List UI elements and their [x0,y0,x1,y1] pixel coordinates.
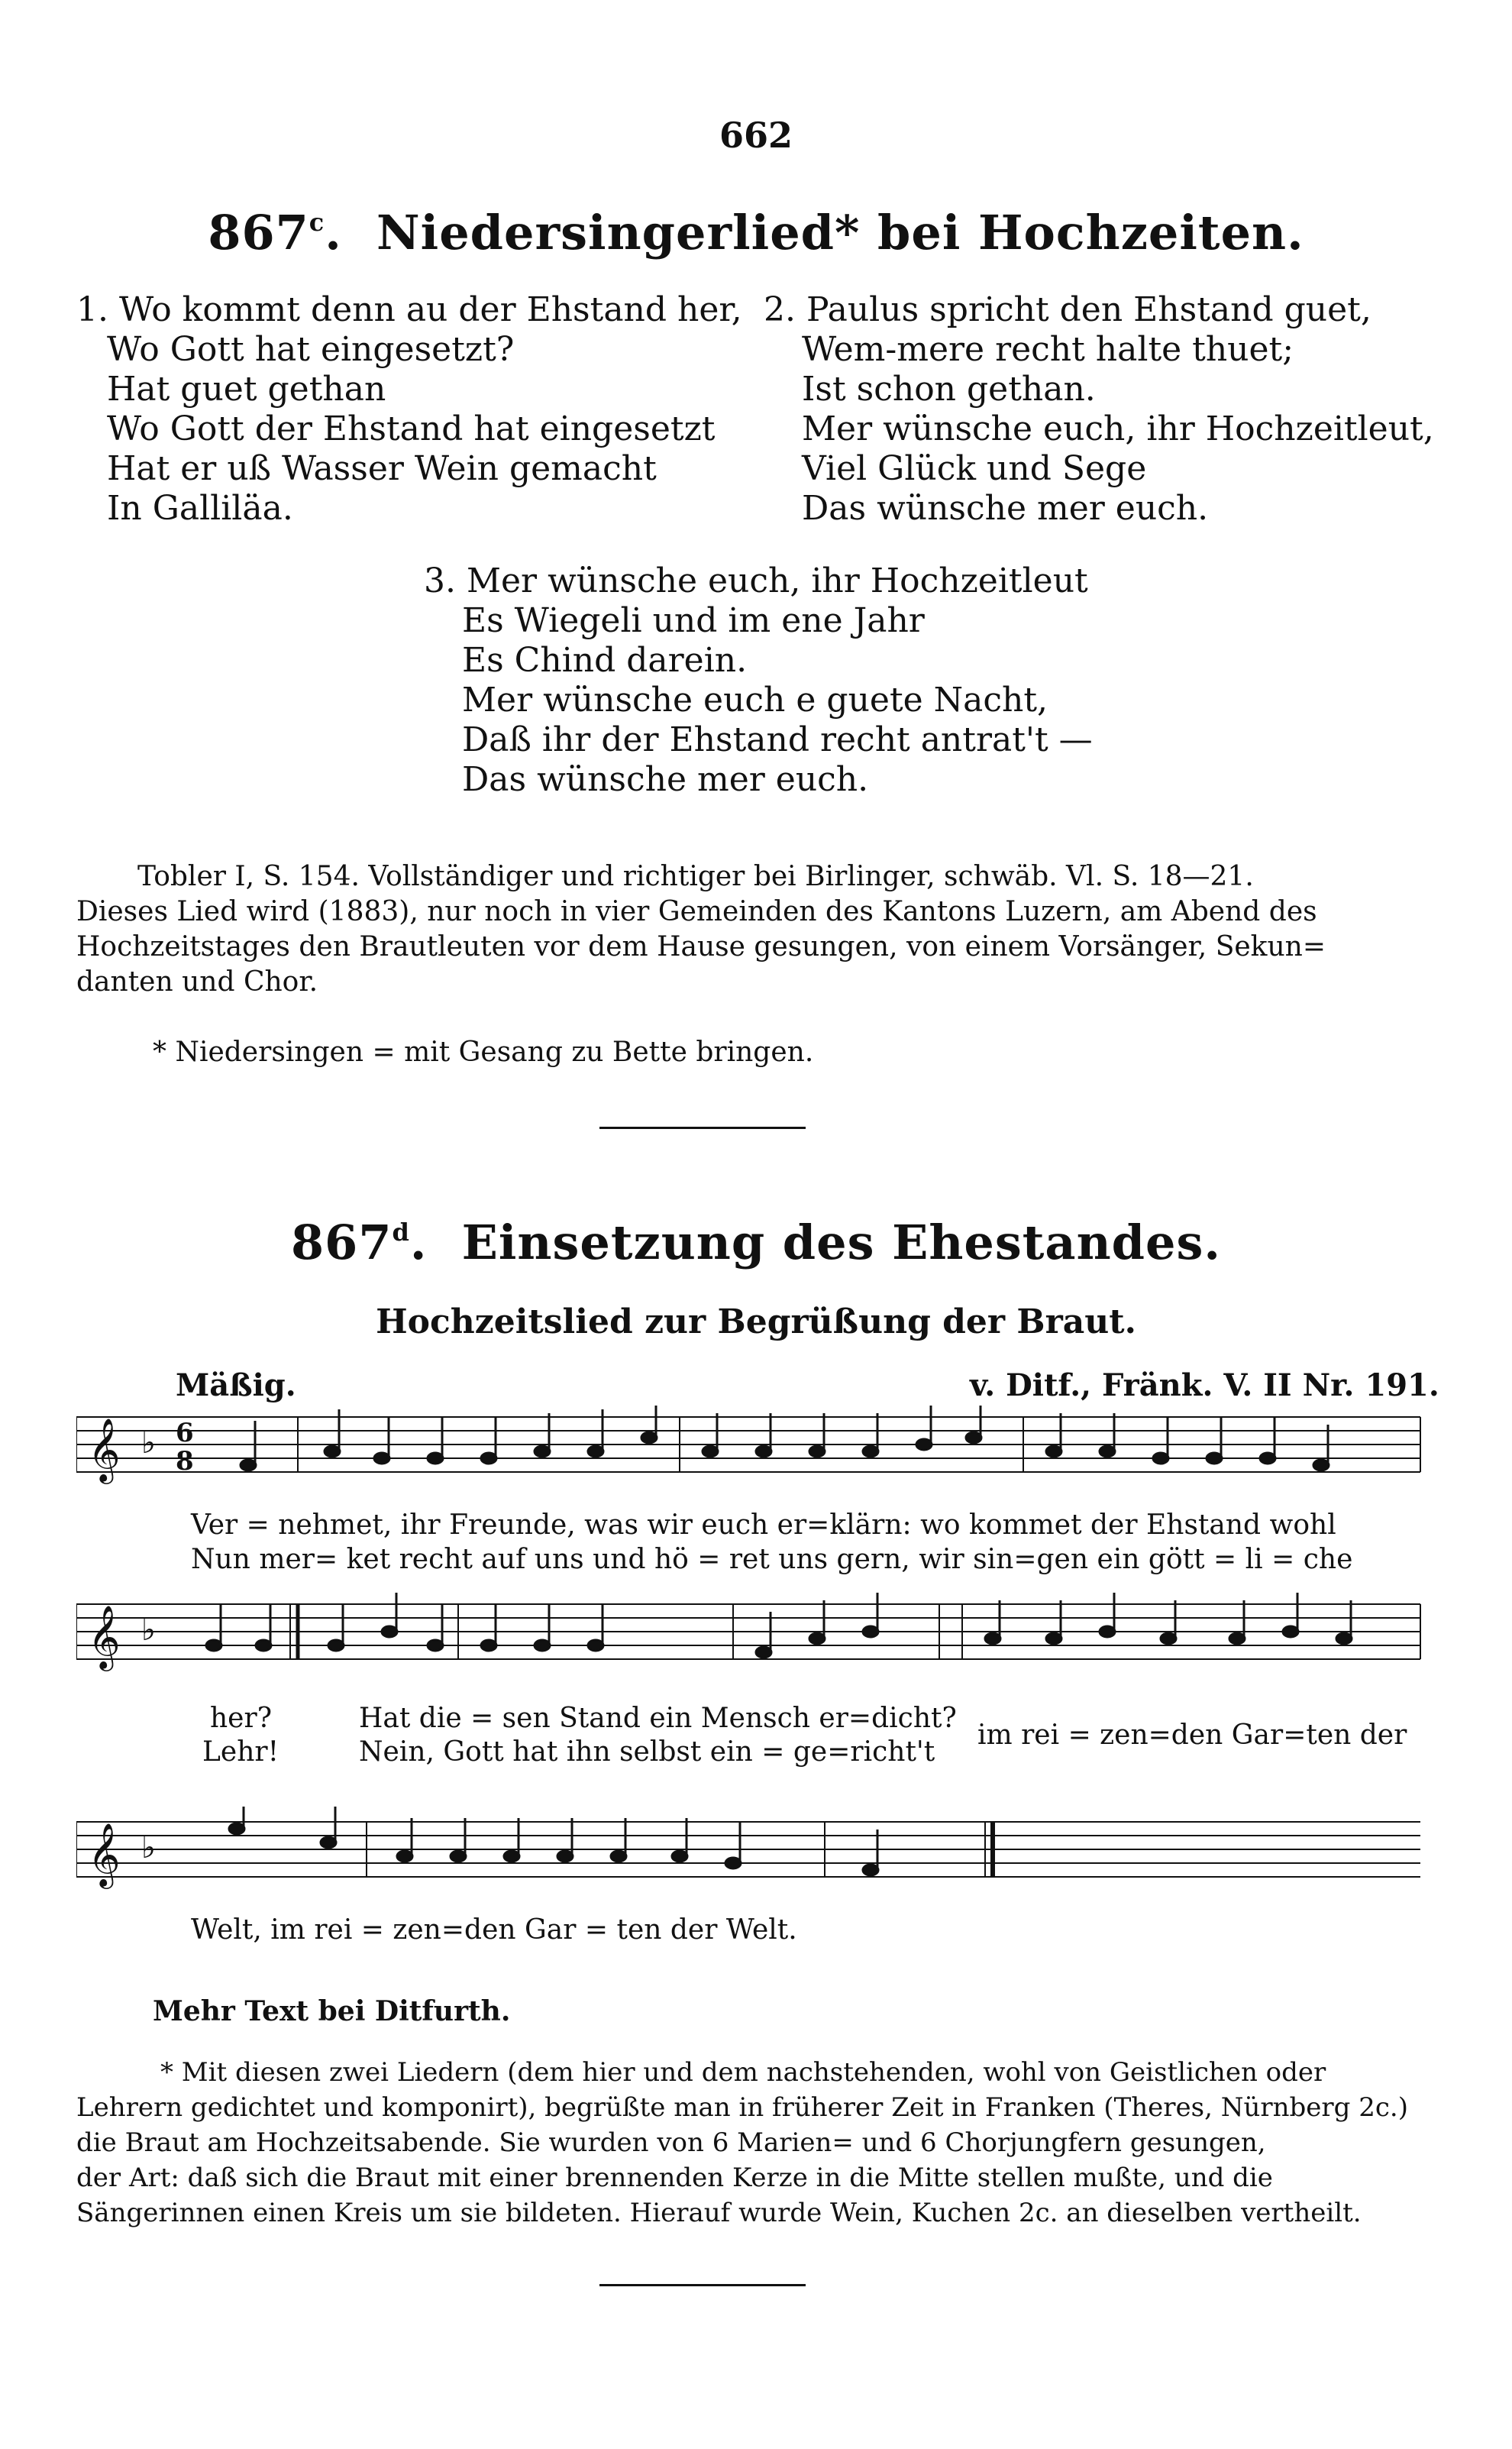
flat-icon: ♭ [141,1613,156,1648]
verse-line: Wo Gott der Ehstand hat eingesetzt [107,409,716,448]
verse-line: Wem-mere recht halte thuet; [802,330,1294,369]
footnote-line: Lehrern gedichtet und komponirt), begrüßte man in früherer Zeit in Franken (Theres, Nürnberg 2c.) [76,2092,1408,2123]
lyrics-system-2-a1: her? [210,1703,272,1734]
verse-line: Mer wünsche euch e guete Nacht, [462,681,1048,720]
section-divider [599,1127,806,1129]
page-number: 662 [719,115,793,156]
footnote-line: der Art: daß sich die Braut mit einer brennenden Kerze in die Mitte stellen mußte, und die [76,2163,1273,2193]
time-signature: 6 [176,1418,194,1448]
verse-line: Hat er uß Wasser Wein gemacht [107,449,657,488]
verse-line: Es Wiegeli und im ene Jahr [462,601,925,640]
bottom-divider [599,2284,806,2286]
tempo-marking: Mäßig. [176,1367,296,1403]
verse-line: Ist schon gethan. [802,370,1096,409]
source-note [76,859,1436,1000]
verse-1 [76,290,742,529]
verse-line: Daß ihr der Ehstand recht antrat't — [462,720,1093,759]
source-note-line: Dieses Lied wird (1883), nur noch in vier Gemeinden des Kantons Luzern, am Abend des [76,896,1317,927]
song-title-867c: 867$^c$. Niedersingerlied* bei Hochzeiten. [208,205,1304,260]
song-number-suffix: d [392,1218,410,1247]
flat-icon: ♭ [141,1830,156,1865]
verse-line: Hat guet gethan [107,370,386,409]
song-number: 867 [208,205,309,260]
staff-system-2 [76,1589,1436,1673]
verse-line: Viel Glück und Sege [802,449,1147,488]
treble-clef-icon: 𝄞 [88,1822,121,1886]
flat-icon: ♭ [141,1425,156,1461]
song-subtitle: Hochzeitslied zur Begrüßung der Braut. [376,1302,1136,1341]
lyrics-system-3: Welt, im rei = zen=den Gar = ten der Welt. [191,1914,797,1946]
source-note-line: Hochzeitstages den Brautleuten vor dem Hause gesungen, von einem Vorsänger, Sekun= [76,931,1326,962]
song-title-text: Einsetzung des Ehestandes. [461,1215,1221,1270]
verse-line: In Galliläa. [107,489,293,528]
source-note-line: Tobler I, S. 154. Vollständiger und richtiger bei Birlinger, schwäb. Vl. S. 18—21. [137,861,1254,892]
footnote-2 [76,2055,1436,2231]
verse-line: Es Chind darein. [462,641,748,680]
lyrics-system-2-a2: Lehr! [202,1736,279,1768]
verse-line: Das wünsche mer euch. [802,489,1209,528]
lyrics-system-2-b2: Nein, Gott hat ihn selbst ein = ge=richt't [359,1736,935,1768]
music-source: v. Ditf., Fränk. V. II Nr. 191. [970,1367,1439,1403]
verse-line: 3. Mer wünsche euch, ihr Hochzeitleut [424,561,1088,600]
song-title-867d: 867$^d$. Einsetzung des Ehestandes. [291,1215,1221,1270]
footnote-1: * Niedersingen = mit Gesang zu Bette bringen. [153,1037,814,1068]
verse-line: Wo Gott hat eingesetzt? [107,330,515,369]
verse-3 [424,561,1093,800]
source-note-line: danten und Chor. [76,966,318,998]
lyrics-system-2-c: im rei = zen=den Gar=ten der [977,1719,1407,1751]
notes [241,1406,1329,1470]
song-number: 867 [291,1215,393,1270]
song-number-suffix: c [309,208,325,237]
staff-system-1 [76,1406,1436,1490]
treble-clef-icon: 𝄞 [88,1417,121,1481]
verse-2 [764,290,1434,529]
verse-line: Mer wünsche euch, ihr Hochzeitleut, [802,409,1434,448]
staff-system-3 [76,1807,1436,1891]
footnote-line: * Mit diesen zwei Liedern (dem hier und dem nachstehenden, wohl von Geistlichen oder [160,2057,1326,2088]
lyrics-system-1-line-1: Ver = nehmet, ihr Freunde, was wir euch er=klärn: wo kommet der Ehstand wohl [191,1509,1336,1541]
svg-text:8: 8 [176,1446,194,1477]
more-text-note: Mehr Text bei Ditfurth. [153,1995,511,2027]
notes [206,1593,1352,1658]
verse-line: Das wünsche mer euch. [462,760,869,799]
footnote-line: die Braut am Hochzeitsabende. Sie wurden von 6 Marien= und 6 Chorjungfern gesungen, [76,2127,1266,2158]
lyrics-system-1-line-2: Nun mer= ket recht auf uns und hö = ret uns gern, wir sin=gen ein gött = li = che [191,1544,1353,1575]
treble-clef-icon: 𝄞 [88,1604,121,1668]
verse-line: 1. Wo kommt denn au der Ehstand her, [76,290,742,329]
verse-line: 2. Paulus spricht den Ehstand guet, [764,290,1371,329]
notes [229,1807,878,1875]
lyrics-system-2-b1: Hat die = sen Stand ein Mensch er=dicht? [359,1703,957,1734]
song-title-text: Niedersingerlied* bei Hochzeiten. [376,205,1304,260]
footnote-line: Sängerinnen einen Kreis um sie bildeten. Hierauf wurde Wein, Kuchen 2c. an dieselben vertheilt. [76,2198,1362,2228]
